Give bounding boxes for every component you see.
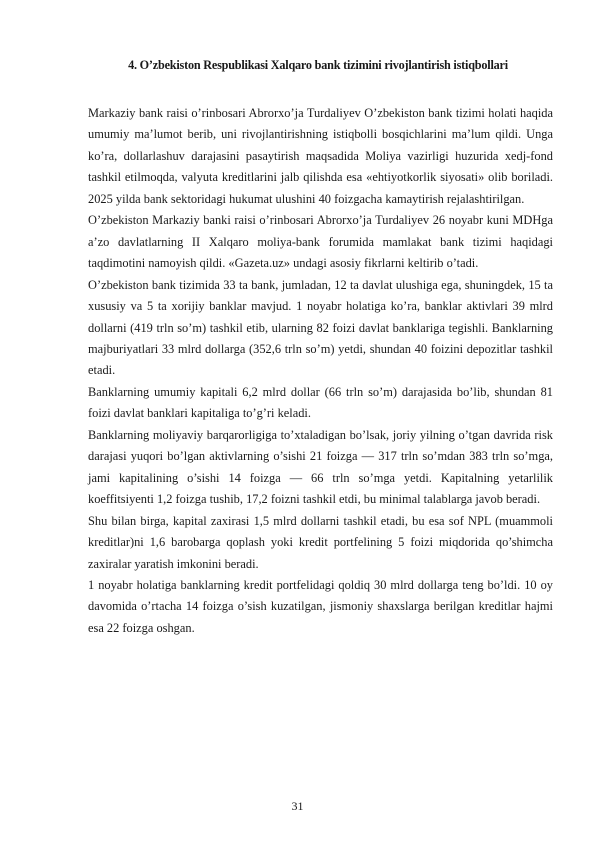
document-body — [88, 103, 553, 639]
paragraph: Banklarning moliyaviy barqarorligiga to’xtaladigan bo’lsak, joriy yilning o’tgan davrida risk darajasi yuqori bo’lgan aktivlarning o’sishi 21 foizga — 317 trln so’mdan 383 trln so’mga, jami kapitalining o’sishi 14 foizga — 66 trln so’mga yetdi. Kapitalning yetarlilik koeffitsiyenti 1,2 foizga tushib, 17,2 foizni tashkil etdi, bu minimal talablarga javob beradi. — [88, 427, 553, 507]
section-title: 4. O’zbekiston Respublikasi Xalqaro bank tizimini rivojlantirish istiqbollari — [128, 58, 508, 72]
page-number: 31 — [291, 799, 304, 813]
paragraph: O’zbekiston Markaziy banki raisi o’rinbosari Abrorxo’ja Turdaliyev 26 noyabr kuni MDHga a’zo davlatlarning II Xalqaro moliya-bank forumida mamlakat bank tizimi haqidagi taqdimotini namoyish qildi. «Gazeta.uz» undagi asosiy fikrlarni keltirib o’tadi. — [88, 213, 553, 271]
paragraph: O’zbekiston bank tizimida 33 ta bank, jumladan, 12 ta davlat ulushiga ega, shuningdek, 15 ta xususiy va 5 ta xorijiy banklar mavjud. 1 noyabr holatiga ko’ra, banklar aktivlari 39 mlrd dollarni (419 trln so’m) tashkil etib, ularning 82 foizi davlat banklariga tegishli. Banklarning majburiyatlari 33 mlrd dollarga (352,6 trln so’m) yetdi, shundan 40 foizini depozitlar tashkil etadi. — [88, 277, 553, 378]
paragraph: Shu bilan birga, kapital zaxirasi 1,5 mlrd dollarni tashkil etadi, bu esa sof NPL (muammoli kreditlar)ni 1,6 barobarga qoplash yoki kredit portfelining 5 foizi miqdorida qo’shimcha zaxiralar yaratish imkonini beradi. — [88, 513, 553, 571]
paragraph: 1 noyabr holatiga banklarning kredit portfelidagi qoldiq 30 mlrd dollarga teng bo’ldi. 10 oy davomida o’rtacha 14 foizga o’sish kuzatilgan, jismoniy shaxslarga berilgan kreditlar hajmi esa 22 foizga oshgan. — [88, 577, 553, 635]
paragraph: Markaziy bank raisi o’rinbosari Abrorxo’ja Turdaliyev O’zbekiston bank tizimi holati haqida umumiy ma’lumot berib, uni rivojlantirishning istiqbolli bosqichlarini ma’lum qildi. Unga ko’ra, dollarlashuv darajasini pasaytirish maqsadida Moliya vazirligi huzurida xedj-fond tashkil etilmoqda, valyuta kreditlarini jalb qilishda esa «ehtiyotkorlik siyosati» olib boriladi. 2025 yilda bank sektoridagi hukumat ulushini 40 foizgacha kamaytirish rejalashtirilgan. — [88, 106, 553, 206]
paragraph: Banklarning umumiy kapitali 6,2 mlrd dollar (66 trln so’m) darajasida bo’lib, shundan 81 foizi davlat banklari kapitaliga to’g’ri keladi. — [88, 384, 553, 421]
